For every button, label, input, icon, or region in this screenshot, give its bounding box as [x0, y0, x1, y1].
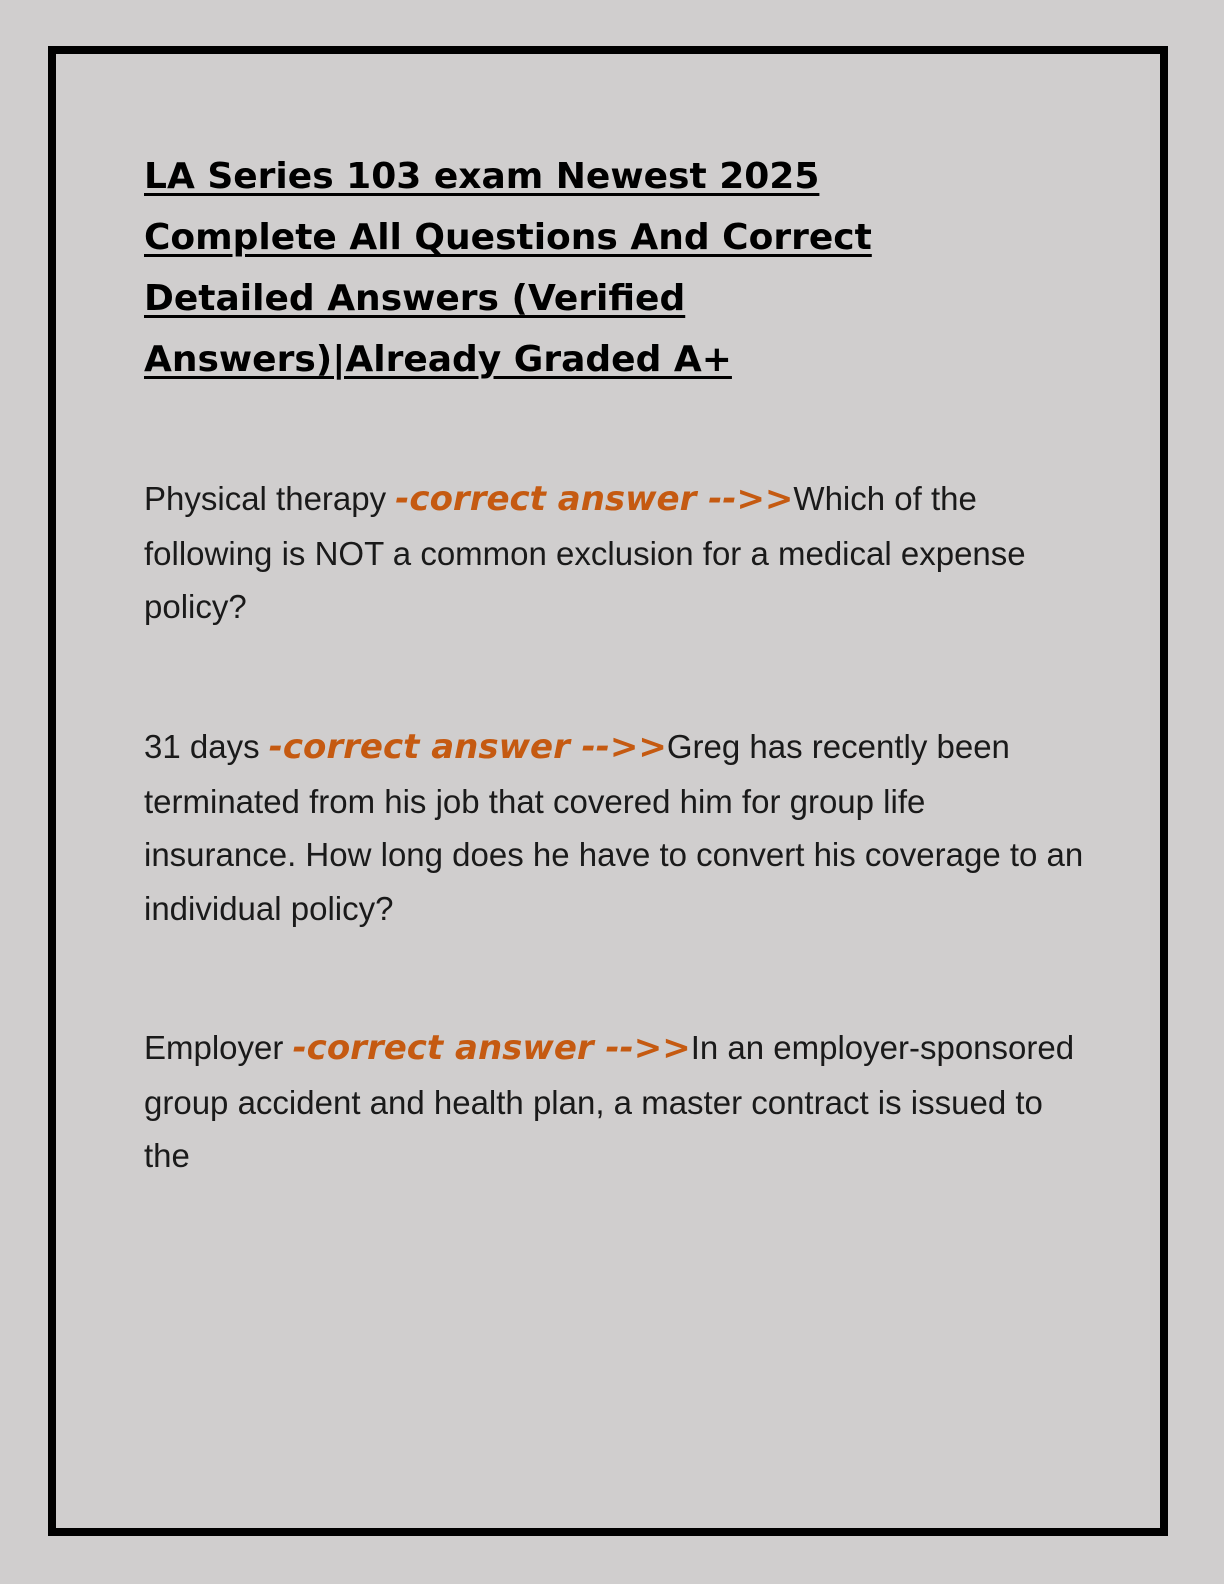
title-line-2: Complete All Questions And Correct: [144, 217, 872, 258]
question-text: In an employer-sponsored group accident and health plan, a master contract is issued to the: [144, 1029, 1075, 1174]
title-line-1: LA Series 103 exam Newest 2025: [144, 156, 820, 197]
answer-text: Physical therapy: [144, 480, 396, 517]
qa-item-31-days: [144, 720, 1084, 935]
answer-text: 31 days: [144, 728, 269, 765]
question-text: Which of the following is NOT a common exclusion for a medical expense policy?: [144, 480, 1026, 625]
qa-item-employer: [144, 1021, 1084, 1183]
qa-item-physical-therapy: [144, 472, 1084, 634]
correct-answer-separator: -correct answer -->>: [268, 727, 667, 767]
title-line-3: Detailed Answers (Verified: [144, 278, 686, 319]
answer-text: Employer: [144, 1029, 293, 1066]
document-title: [144, 146, 1084, 390]
title-line-4: Answers)|Already Graded A+: [144, 339, 732, 380]
correct-answer-separator: -correct answer -->>: [292, 1028, 691, 1068]
question-text: Greg has recently been terminated from his job that covered him for group life insurance. How long does he have to convert his coverage to an individual policy?: [144, 728, 1084, 927]
correct-answer-separator: -correct answer -->>: [395, 479, 794, 519]
